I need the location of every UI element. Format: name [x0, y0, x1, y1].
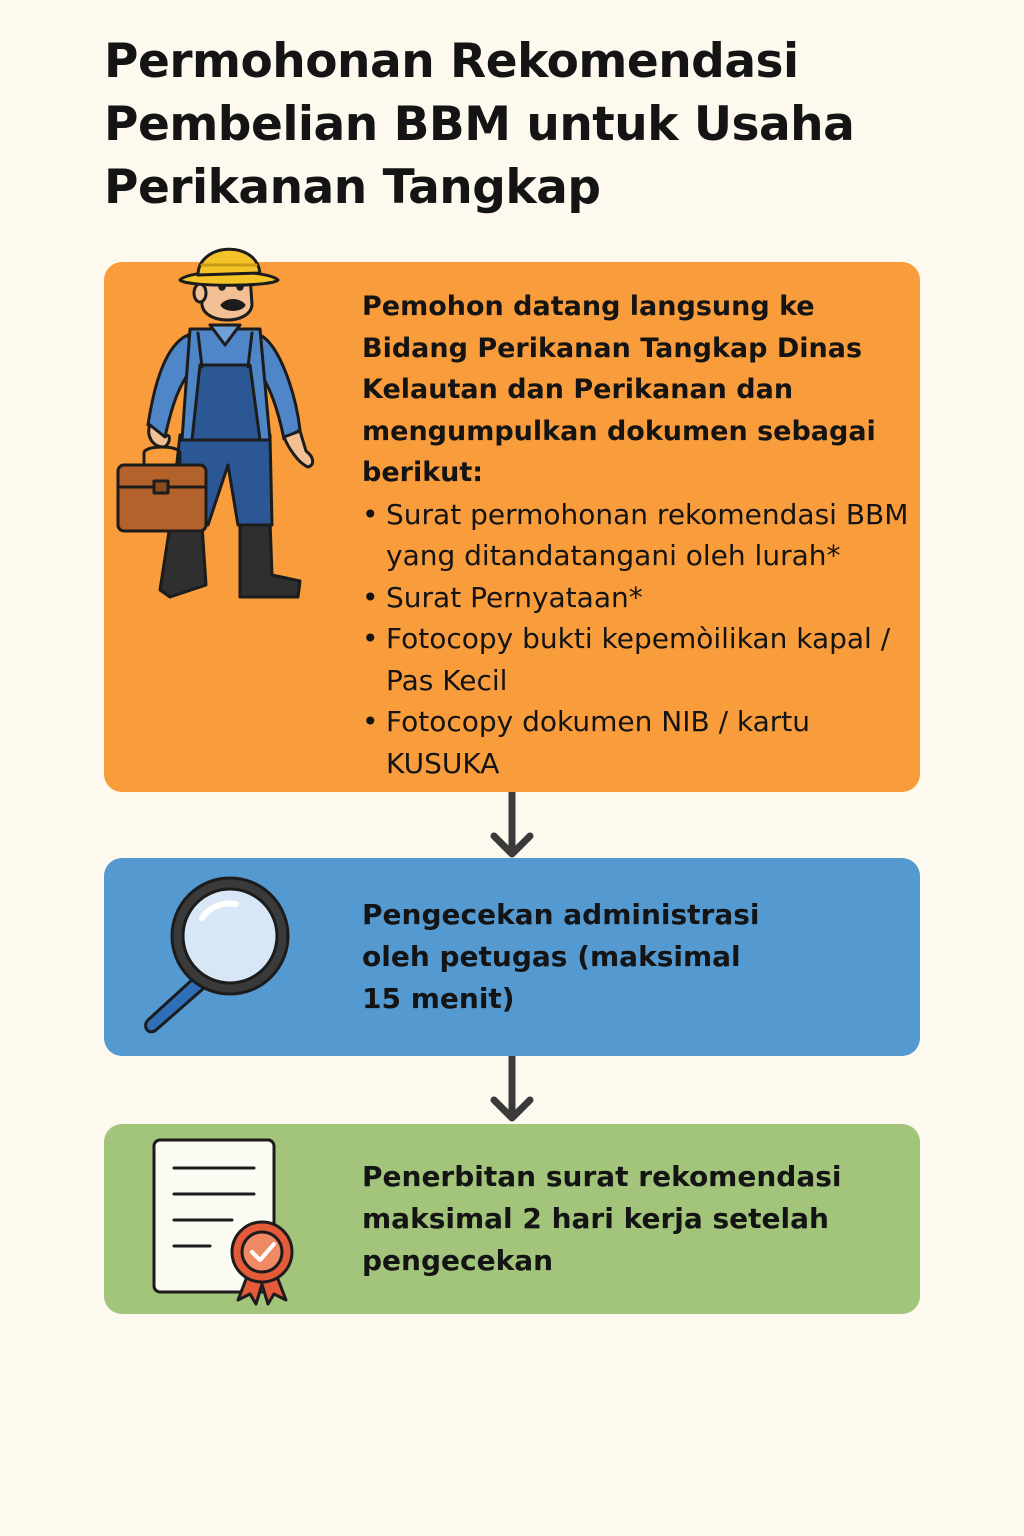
document-list — [362, 494, 910, 785]
step-1-text — [362, 286, 910, 784]
document-list-item: • Surat permohonan rekomendasi BBM yang ditandatangani oleh lurah* — [362, 497, 909, 572]
flow-arrow-down-icon — [488, 1056, 536, 1124]
page-title: Permohonan Rekomendasi Pembelian BBM untuk Usaha Perikanan Tangkap — [104, 34, 855, 215]
step-1-lead: Pemohon datang langsung ke Bidang Perikanan Tangkap Dinas Kelautan dan Perikanan dan mengumpulkan dokumen sebagai berikut: — [362, 291, 876, 488]
step-3-text: Penerbitan surat rekomendasi maksimal 2 hari kerja setelah pengecekan — [362, 1160, 842, 1277]
fisherman-with-briefcase-icon — [110, 225, 340, 605]
magnifying-glass-icon — [132, 870, 302, 1040]
document-list-item: • Surat Pernyataan* — [362, 580, 643, 614]
flow-arrow-down-icon — [488, 792, 536, 860]
step-2-text: Pengecekan administrasi oleh petugas (maksimal 15 menit) — [362, 898, 760, 1015]
certificate-document-icon — [150, 1136, 310, 1306]
document-list-item: • Fotocopy bukti kepemòilikan kapal / Pas Kecil — [362, 622, 891, 697]
document-list-item: • Fotocopy dokumen NIB / kartu KUSUKA — [362, 705, 811, 780]
